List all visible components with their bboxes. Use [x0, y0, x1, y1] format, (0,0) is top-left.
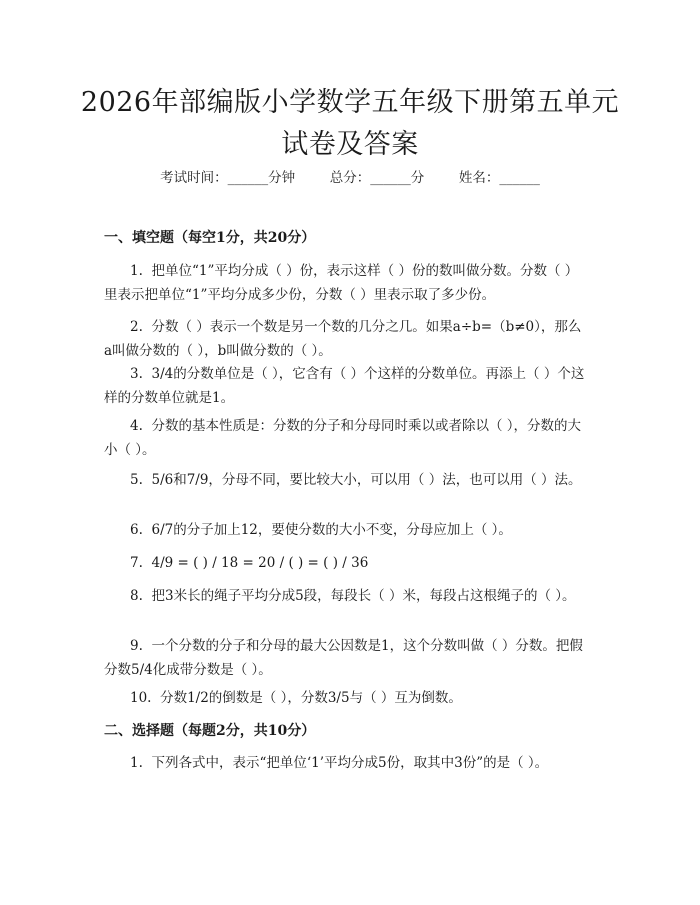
section-heading-multiple-choice: 二、选择题（每题2分，共10分） [104, 723, 316, 739]
student-name-label: 姓名：______ [458, 170, 540, 186]
question-item [104, 259, 588, 307]
question-item [104, 686, 588, 710]
question-number: 2. [130, 319, 143, 335]
question-item [104, 414, 588, 462]
question-text: 一个分数的分子和分母的最大公因数是1，这个分数叫做（ ）分数。把假分数5/4化成带分数是（ ）。 [104, 638, 583, 678]
question-number: 4. [130, 418, 143, 434]
question-number: 7. [130, 555, 143, 571]
question-text: 下列各式中，表示“把单位‘1’平均分成5份，取其中3份”的是（ ）。 [151, 755, 549, 771]
page-title [0, 82, 700, 166]
title-line-1: 2026年部编版小学数学五年级下册第五单元 [80, 87, 620, 118]
question-number: 1. [130, 263, 143, 279]
question-text: 把单位“1”平均分成（ ）份，表示这样（ ）份的数叫做分数。分数（ ）里表示把单位“1”平均分成多少份，分数（ ）里表示取了多少份。 [104, 263, 579, 303]
question-item [104, 468, 588, 492]
question-number: 1. [130, 755, 143, 771]
total-score-label: 总分：______分 [329, 170, 425, 186]
question-text: 把3米长的绳子平均分成5段，每段长（ ）米，每段占这根绳子的（ ）。 [151, 588, 576, 604]
question-number: 6. [130, 522, 143, 538]
question-text: 5/6和7/9，分母不同，要比较大小，可以用（ ）法，也可以用（ ）法。 [151, 472, 582, 488]
question-item [104, 634, 588, 682]
question-number: 9. [130, 638, 143, 654]
exam-time-label: 考试时间：______分钟 [160, 170, 296, 186]
question-text: 分数1/2的倒数是（ ），分数3/5与（ ）互为倒数。 [160, 690, 462, 706]
question-number: 3. [130, 366, 143, 382]
question-item [104, 551, 588, 575]
question-item [104, 315, 588, 363]
question-item [104, 518, 588, 542]
question-text: 6/7的分子加上12，要使分数的大小不变，分母应加上（ ）。 [151, 522, 512, 538]
question-item [104, 584, 588, 608]
question-text: 4/9 = ( ) / 18 = 20 / ( ) = ( ) / 36 [151, 555, 369, 571]
question-text: 分数的基本性质是：分数的分子和分母同时乘以或者除以（ ），分数的大小（ ）。 [104, 418, 582, 458]
section-heading-fill-blank: 一、填空题（每空1分，共20分） [104, 230, 316, 246]
question-item [104, 362, 588, 410]
question-number: 5. [130, 472, 143, 488]
title-line-2: 试卷及答案 [281, 129, 419, 160]
question-text: 3/4的分数单位是（ ），它含有（ ）个这样的分数单位。再添上（ ）个这样的分数单位就是1。 [104, 366, 585, 406]
question-number: 10. [130, 690, 152, 706]
question-text: 分数（ ）表示一个数是另一个数的几分之几。如果a÷b=（b≠0），那么a叫做分数的（ ），b叫做分数的（ ）。 [104, 319, 582, 359]
exam-meta [0, 168, 700, 188]
question-number: 8. [130, 588, 143, 604]
question-item [104, 751, 588, 775]
